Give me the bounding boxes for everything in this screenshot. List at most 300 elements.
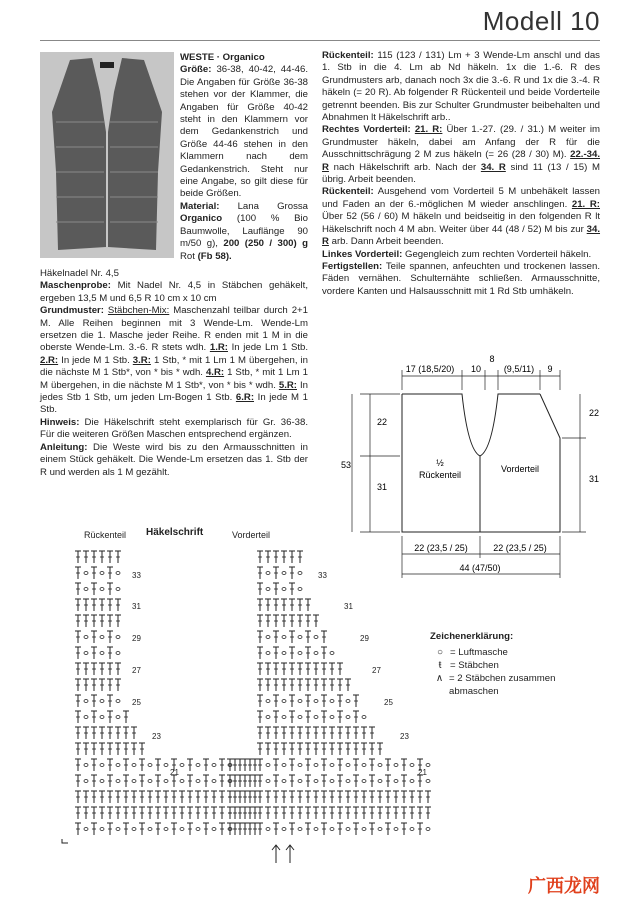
chain-stitch-mark xyxy=(282,652,286,655)
double-crochet-mark xyxy=(273,567,279,579)
double-crochet-mark xyxy=(273,631,279,643)
double-crochet-mark xyxy=(242,759,248,771)
double-crochet-mark xyxy=(321,743,327,755)
double-crochet-mark xyxy=(321,807,327,819)
double-crochet-mark xyxy=(75,567,81,579)
chain-stitch-mark xyxy=(266,780,270,783)
double-crochet-mark xyxy=(257,695,263,707)
chain-stitch-mark xyxy=(212,828,216,831)
double-crochet-mark xyxy=(321,695,327,707)
dim-bottom-left: 22 (23,5 / 25) xyxy=(414,543,468,553)
double-crochet-mark xyxy=(265,663,271,675)
double-crochet-mark xyxy=(139,743,145,755)
chain-stitch-mark xyxy=(346,700,350,703)
chain-stitch-mark xyxy=(282,572,286,575)
double-crochet-mark xyxy=(91,615,97,627)
double-crochet-mark xyxy=(289,791,295,803)
double-crochet-mark xyxy=(289,711,295,723)
chain-stitch-mark xyxy=(148,828,152,831)
chain-stitch-mark xyxy=(410,764,414,767)
double-crochet-mark xyxy=(321,647,327,659)
double-crochet-mark xyxy=(237,775,243,787)
ruecken2-r21: 21. R: xyxy=(571,198,600,210)
pattern-instructions-right xyxy=(322,50,600,298)
double-crochet-mark xyxy=(337,759,343,771)
double-crochet-mark xyxy=(91,663,97,675)
double-crochet-mark xyxy=(163,791,169,803)
chain-stitch-mark xyxy=(426,828,430,831)
double-crochet-mark xyxy=(115,743,121,755)
double-crochet-mark xyxy=(289,567,295,579)
chain-stitch-mark xyxy=(314,700,318,703)
chain-stitch-mark xyxy=(116,764,120,767)
double-crochet-mark xyxy=(281,599,287,611)
chain-stitch-mark xyxy=(116,828,120,831)
double-crochet-mark xyxy=(305,695,311,707)
chain-stitch-mark xyxy=(282,828,286,831)
double-crochet-mark xyxy=(247,807,253,819)
double-crochet-mark xyxy=(91,775,97,787)
pattern-intro xyxy=(180,52,308,263)
fertig-label: Fertigstellen: xyxy=(322,260,383,272)
dim-left-22: 22 xyxy=(376,417,388,427)
double-crochet-mark xyxy=(91,567,97,579)
chain-stitch-mark xyxy=(298,588,302,591)
chain-stitch-mark xyxy=(84,716,88,719)
double-crochet-mark xyxy=(99,743,105,755)
double-crochet-mark xyxy=(313,743,319,755)
double-crochet-mark xyxy=(385,775,391,787)
double-crochet-mark xyxy=(242,775,248,787)
chain-stitch-mark xyxy=(298,700,302,703)
double-crochet-mark xyxy=(337,775,343,787)
double-crochet-mark xyxy=(107,695,113,707)
double-crochet-mark xyxy=(91,695,97,707)
chain-stitch-mark xyxy=(100,716,104,719)
double-crochet-mark xyxy=(75,551,81,563)
chain-stitch-mark xyxy=(164,764,168,767)
double-crochet-mark xyxy=(393,791,399,803)
chain-stitch-mark xyxy=(378,764,382,767)
double-crochet-mark xyxy=(353,775,359,787)
double-crochet-mark xyxy=(289,631,295,643)
double-crochet-mark xyxy=(99,615,105,627)
title-divider xyxy=(40,40,600,41)
double-crochet-mark xyxy=(257,583,263,595)
dim-right-31: 31 xyxy=(588,474,600,484)
double-crochet-mark xyxy=(75,631,81,643)
chain-stitch-mark xyxy=(164,828,168,831)
double-crochet-mark xyxy=(99,663,105,675)
chain-stitch-mark xyxy=(314,652,318,655)
double-crochet-mark xyxy=(289,647,295,659)
double-crochet-mark xyxy=(139,759,145,771)
double-crochet-mark xyxy=(75,583,81,595)
double-crochet-mark xyxy=(257,647,263,659)
double-crochet-mark xyxy=(353,823,359,835)
double-crochet-mark xyxy=(107,711,113,723)
double-crochet-mark xyxy=(107,647,113,659)
double-crochet-mark xyxy=(83,727,89,739)
chain-stitch-mark xyxy=(196,828,200,831)
double-crochet-mark xyxy=(377,743,383,755)
double-crochet-mark xyxy=(252,775,258,787)
double-crochet-mark xyxy=(273,615,279,627)
chain-stitch-mark xyxy=(196,780,200,783)
double-crochet-mark xyxy=(297,807,303,819)
vest-photo xyxy=(40,52,174,258)
double-crochet-mark xyxy=(353,791,359,803)
linkes-text: Gegengleich zum rechten Vorderteil häkeln. xyxy=(405,248,592,260)
double-crochet-mark xyxy=(313,727,319,739)
chain-stitch-mark xyxy=(196,764,200,767)
double-crochet-mark xyxy=(385,807,391,819)
double-crochet-mark xyxy=(273,583,279,595)
double-crochet-mark xyxy=(289,695,295,707)
r2-label: 2.R: xyxy=(40,354,59,366)
double-crochet-mark xyxy=(91,711,97,723)
double-crochet-mark xyxy=(232,759,238,771)
chain-stitch-mark xyxy=(100,828,104,831)
material-text: Lana Grossa xyxy=(237,200,308,212)
double-crochet-mark xyxy=(107,615,113,627)
double-crochet-mark xyxy=(123,743,129,755)
chain-stitch-mark xyxy=(282,716,286,719)
double-crochet-mark xyxy=(257,599,263,611)
double-crochet-mark xyxy=(281,615,287,627)
chain-stitch-mark xyxy=(394,780,398,783)
double-crochet-mark xyxy=(252,791,258,803)
maschenprobe-text: Mit Nadel Nr. 4,5 in Stäbchen gehäkelt, ergeben 13,5 M und 6,5 R 10 cm x 10 cm xyxy=(40,280,308,304)
double-crochet-mark xyxy=(107,583,113,595)
chain-stitch-mark xyxy=(330,652,334,655)
chain-stitch-icon: ○ xyxy=(436,647,444,658)
double-crochet-mark xyxy=(107,775,113,787)
double-crochet-mark xyxy=(232,791,238,803)
chain-stitch-mark xyxy=(116,572,120,575)
chain-stitch-mark xyxy=(330,780,334,783)
double-crochet-mark xyxy=(83,791,89,803)
chain-stitch-mark xyxy=(298,780,302,783)
double-crochet-mark xyxy=(99,599,105,611)
chain-stitch-mark xyxy=(100,572,104,575)
front-row-27-label: 27 xyxy=(372,666,381,675)
double-crochet-mark xyxy=(219,807,225,819)
double-crochet-mark xyxy=(123,775,129,787)
dim-left-31: 31 xyxy=(376,482,388,492)
row-27-label: 27 xyxy=(132,666,141,675)
double-crochet-mark xyxy=(83,615,89,627)
chain-stitch-mark xyxy=(362,828,366,831)
double-crochet-mark xyxy=(75,759,81,771)
chain-stitch-mark xyxy=(84,636,88,639)
double-crochet-mark xyxy=(123,807,129,819)
chain-stitch-mark xyxy=(266,828,270,831)
chain-stitch-mark xyxy=(362,764,366,767)
chain-stitch-mark xyxy=(282,588,286,591)
double-crochet-mark xyxy=(321,711,327,723)
chain-stitch-mark xyxy=(84,652,88,655)
double-crochet-mark xyxy=(289,743,295,755)
watermark: 广西龙网 xyxy=(528,876,600,896)
chain-stitch-mark xyxy=(266,636,270,639)
groesse-text: 36-38, 40-42, 44-46. Die Angaben für Größe 36-38 stehen vor der Klammer, die Angaben für Größe 40-42 steht in den Klammern vor dem Gedankenstrich und Größe 44-46 stehen in den Klammern nach dem Gedankenstrich. Steht nur eine Angabe, so gilt diese für beide Größen. xyxy=(180,64,308,200)
double-crochet-mark xyxy=(369,823,375,835)
material-label: Material: xyxy=(180,200,220,212)
double-crochet-mark xyxy=(115,807,121,819)
double-crochet-mark xyxy=(385,759,391,771)
double-crochet-mark xyxy=(273,759,279,771)
double-crochet-mark xyxy=(187,807,193,819)
double-crochet-mark xyxy=(257,615,263,627)
double-crochet-mark xyxy=(75,599,81,611)
ruecken2-r34: 34. R xyxy=(322,223,601,248)
ruecken2-text-2: Über 52 (56 / 60) M häkeln und beidseitig in den folgenden R lt Häkelschrift noch 4 M abn. Weiter über 44 (48 / 52) M bis zur xyxy=(322,211,600,235)
front-row-21-label: 21 xyxy=(418,768,427,777)
double-crochet-mark xyxy=(75,679,81,691)
chain-stitch-mark xyxy=(116,700,120,703)
front-row-25-label: 25 xyxy=(384,698,393,707)
double-crochet-mark xyxy=(369,759,375,771)
linkes-label: Linkes Vorderteil: xyxy=(322,248,403,260)
double-crochet-mark xyxy=(257,727,263,739)
double-crochet-mark xyxy=(273,743,279,755)
double-crochet-mark xyxy=(305,711,311,723)
double-crochet-mark xyxy=(107,663,113,675)
chain-stitch-mark xyxy=(426,764,430,767)
double-crochet-mark xyxy=(297,679,303,691)
double-crochet-mark xyxy=(281,791,287,803)
chain-stitch-mark xyxy=(100,588,104,591)
double-crochet-mark xyxy=(91,599,97,611)
double-crochet-mark xyxy=(91,743,97,755)
double-crochet-mark xyxy=(305,759,311,771)
chain-stitch-mark xyxy=(298,764,302,767)
double-crochet-mark xyxy=(107,743,113,755)
chain-stitch-mark xyxy=(314,716,318,719)
double-crochet-mark xyxy=(321,791,327,803)
double-crochet-mark xyxy=(321,759,327,771)
double-crochet-mark xyxy=(75,807,81,819)
chain-stitch-mark xyxy=(346,716,350,719)
chain-stitch-mark xyxy=(116,636,120,639)
chain-stitch-mark xyxy=(346,828,350,831)
rechtes-label: Rechtes Vorderteil: xyxy=(322,124,411,136)
groesse-label: Größe: xyxy=(180,64,212,76)
chain-stitch-mark xyxy=(298,572,302,575)
legend-staebchen: = Stäbchen xyxy=(450,660,499,671)
double-crochet-mark xyxy=(83,743,89,755)
double-crochet-mark xyxy=(75,823,81,835)
double-crochet-mark xyxy=(99,727,105,739)
double-crochet-mark xyxy=(361,743,367,755)
double-crochet-mark xyxy=(247,775,253,787)
chain-stitch-mark xyxy=(266,716,270,719)
double-crochet-mark xyxy=(203,791,209,803)
double-crochet-mark xyxy=(281,807,287,819)
double-crochet-mark xyxy=(83,599,89,611)
material-colorname: Rot xyxy=(180,250,195,262)
double-crochet-mark xyxy=(107,791,113,803)
double-crochet-mark xyxy=(237,807,243,819)
double-crochet-mark xyxy=(179,807,185,819)
double-crochet-mark xyxy=(139,775,145,787)
r3-label: 3.R: xyxy=(132,354,151,366)
double-crochet-mark xyxy=(257,711,263,723)
half-mark: ½ xyxy=(436,458,444,468)
ruecken2-text-3: arb. Dann Arbeit beenden. xyxy=(331,236,444,248)
rechtes-text-2: nach Häkelschrift arb. Nach der xyxy=(333,161,477,173)
double-crochet-mark xyxy=(91,759,97,771)
double-crochet-mark xyxy=(369,807,375,819)
r5-text: In jedes Stb 1 Stb, um jeden Lm-Bogen 1 Stb. xyxy=(40,379,309,404)
dim-bottom-right: 22 (23,5 / 25) xyxy=(493,543,547,553)
legend-title: Zeichenerklärung: xyxy=(430,631,514,642)
double-crochet-mark xyxy=(203,823,209,835)
chart-legend xyxy=(430,630,600,698)
double-crochet-mark xyxy=(91,791,97,803)
double-crochet-mark xyxy=(107,551,113,563)
chain-stitch-mark xyxy=(394,828,398,831)
double-crochet-mark xyxy=(91,551,97,563)
double-crochet-mark xyxy=(321,679,327,691)
double-crochet-mark xyxy=(385,823,391,835)
chain-stitch-mark xyxy=(84,828,88,831)
double-crochet-mark xyxy=(257,567,263,579)
chain-stitch-mark xyxy=(330,700,334,703)
double-crochet-mark xyxy=(123,759,129,771)
double-crochet-mark xyxy=(273,551,279,563)
chain-stitch-mark xyxy=(362,716,366,719)
double-crochet-mark xyxy=(155,759,161,771)
double-crochet-mark xyxy=(75,743,81,755)
double-crochet-mark xyxy=(345,743,351,755)
chain-stitch-mark xyxy=(298,716,302,719)
front-piece-label: Vorderteil xyxy=(500,464,540,474)
double-crochet-mark xyxy=(91,823,97,835)
double-crochet-mark xyxy=(313,615,319,627)
chain-stitch-mark xyxy=(116,716,120,719)
double-crochet-mark xyxy=(257,759,263,771)
chain-stitch-mark xyxy=(100,700,104,703)
chain-stitch-mark xyxy=(180,780,184,783)
double-crochet-mark xyxy=(99,551,105,563)
double-crochet-mark xyxy=(91,727,97,739)
double-crochet-mark xyxy=(337,679,343,691)
double-crochet-mark xyxy=(417,807,423,819)
double-crochet-mark xyxy=(75,615,81,627)
chain-stitch-mark xyxy=(298,828,302,831)
chain-stitch-mark xyxy=(266,764,270,767)
legend-luftmasche: = Luftmasche xyxy=(450,647,508,658)
double-crochet-mark xyxy=(337,807,343,819)
double-crochet-mark xyxy=(107,807,113,819)
double-crochet-mark xyxy=(297,599,303,611)
double-crochet-mark xyxy=(131,807,137,819)
double-crochet-mark xyxy=(252,823,258,835)
double-crochet-mark xyxy=(305,647,311,659)
grundmuster-text: Maschenzahl teilbar durch 2+1 M. Alle Reihen beginnen mit 3 Wende-Lm. Wende-Lm ersetzen die 1. Masche jeder Reihe. R enden mit 1 M in die oberste Wende-Lm. 3.-6. R stets wdh. xyxy=(40,305,308,354)
double-crochet-mark xyxy=(281,663,287,675)
double-crochet-mark xyxy=(91,679,97,691)
double-crochet-mark xyxy=(297,663,303,675)
chain-stitch-mark xyxy=(100,636,104,639)
double-crochet-mark xyxy=(273,791,279,803)
double-crochet-mark xyxy=(409,791,415,803)
double-crochet-mark xyxy=(305,631,311,643)
double-crochet-mark xyxy=(297,727,303,739)
double-crochet-mark xyxy=(107,599,113,611)
chain-stitch-mark xyxy=(298,652,302,655)
double-crochet-mark xyxy=(115,663,121,675)
chain-stitch-mark xyxy=(410,828,414,831)
chain-stitch-mark xyxy=(266,652,270,655)
dim-left-53: 53 xyxy=(340,460,352,470)
chain-stitch-mark xyxy=(116,588,120,591)
double-crochet-mark xyxy=(131,791,137,803)
double-crochet-mark xyxy=(257,775,263,787)
double-crochet-mark xyxy=(83,663,89,675)
double-crochet-mark xyxy=(369,775,375,787)
double-crochet-mark xyxy=(203,807,209,819)
double-crochet-mark xyxy=(321,663,327,675)
double-crochet-mark xyxy=(281,679,287,691)
double-crochet-mark xyxy=(115,615,121,627)
double-crochet-mark xyxy=(83,679,89,691)
double-crochet-mark xyxy=(242,791,248,803)
chain-stitch-mark xyxy=(378,780,382,783)
double-crochet-mark xyxy=(242,823,248,835)
double-crochet-mark xyxy=(83,551,89,563)
double-crochet-mark xyxy=(273,647,279,659)
double-crochet-mark xyxy=(257,663,263,675)
double-crochet-mark xyxy=(139,791,145,803)
double-crochet-mark xyxy=(329,791,335,803)
row-23-label: 23 xyxy=(152,732,161,741)
double-crochet-mark xyxy=(257,743,263,755)
double-crochet-mark xyxy=(313,807,319,819)
double-crochet-mark xyxy=(115,791,121,803)
double-crochet-mark xyxy=(305,615,311,627)
chain-stitch-mark xyxy=(282,700,286,703)
double-crochet-mark xyxy=(393,807,399,819)
double-crochet-mark xyxy=(203,759,209,771)
double-crochet-mark xyxy=(281,743,287,755)
chain-stitch-mark xyxy=(314,764,318,767)
double-crochet-mark xyxy=(147,791,153,803)
double-crochet-mark xyxy=(91,631,97,643)
chain-stitch-mark xyxy=(132,828,136,831)
double-crochet-mark xyxy=(329,663,335,675)
double-crochet-mark xyxy=(115,599,121,611)
chain-stitch-mark xyxy=(148,764,152,767)
chain-stitch-mark xyxy=(346,764,350,767)
double-crochet-mark xyxy=(219,791,225,803)
double-crochet-mark xyxy=(353,743,359,755)
rechtes-text-1: Über 1.-27. (29. / 31.) M weiter im Grundmuster häkeln, dabei am Anfang der R für die Ausschnittschrägung 2 M zus häkeln (= 26 (28 / 30) M). xyxy=(322,124,600,161)
dim-top-8: 8 xyxy=(489,354,495,364)
chain-stitch-mark xyxy=(100,652,104,655)
double-crochet-mark xyxy=(337,743,343,755)
double-crochet-mark xyxy=(187,791,193,803)
r5-label: 5.R: xyxy=(278,379,297,391)
chain-stitch-mark xyxy=(132,764,136,767)
double-crochet-mark xyxy=(361,727,367,739)
chain-stitch-mark xyxy=(116,780,120,783)
double-crochet-mark xyxy=(289,615,295,627)
row-21-label: 21 xyxy=(170,768,179,777)
rueckenteil-text: 115 (123 / 131) Lm + 3 Wende-Lm anschl und das 1. Stb in die 4. Lm ab Nd häkeln. 1x die 1.-6. R des Grundmusters arb, danach noch 3x die 3.-6. R und 1x die 3.-4. R häkeln (= 20 R). Ab folgender R Rückenteil und beide Vorderteile getrennt beenden. Bis zur Schulter Grundmuster beibehalten und Abnahmen lt Häkelschrift arb.. xyxy=(322,50,600,124)
